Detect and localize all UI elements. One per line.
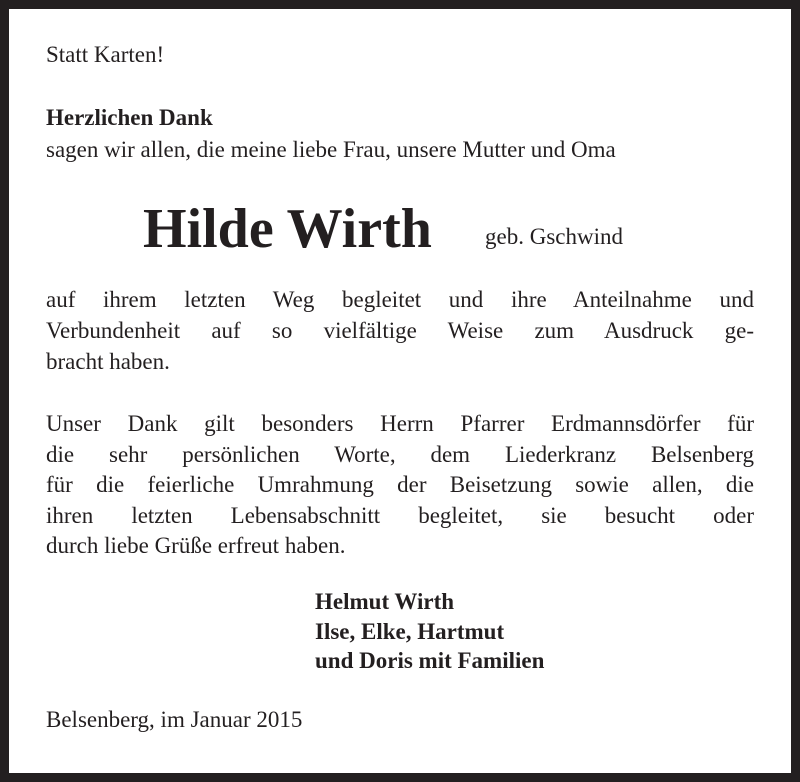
paragraph2-line: die sehr persönlichen Worte, dem Liederkranz Belsenberg bbox=[46, 442, 754, 467]
paragraph2-line: für die feierliche Umrahmung der Beisetzung sowie allen, die bbox=[46, 472, 754, 497]
place-date: Belsenberg, im Januar 2015 bbox=[46, 707, 303, 732]
signature-line: und Doris mit Familien bbox=[315, 648, 545, 673]
paragraph1-line: Verbundenheit auf so vielfältige Weise zum Ausdruck ge- bbox=[46, 318, 754, 343]
signature-line: Helmut Wirth bbox=[315, 589, 455, 614]
intro-text: sagen wir allen, die meine liebe Frau, unsere Mutter und Oma bbox=[46, 137, 616, 162]
paragraph2-line: ihren letzten Lebensabschnitt begleitet, sie besucht oder bbox=[46, 503, 754, 528]
birth-name: geb. Gschwind bbox=[485, 224, 623, 249]
signature-line: Ilse, Elke, Hartmut bbox=[315, 619, 505, 644]
paragraph2-line: durch liebe Grüße erfreut haben. bbox=[46, 533, 346, 558]
paragraph2-line: Unser Dank gilt besonders Herrn Pfarrer Erdmannsdörfer für bbox=[46, 411, 754, 436]
paragraph1-line: auf ihrem letzten Weg begleitet und ihre Anteilnahme und bbox=[46, 287, 754, 312]
obituary-notice bbox=[9, 9, 791, 773]
thanks-title: Herzlichen Dank bbox=[46, 105, 213, 130]
paragraph1-line: bracht haben. bbox=[46, 349, 170, 374]
deceased-name: Hilde Wirth bbox=[143, 198, 432, 260]
heading: Statt Karten! bbox=[46, 42, 165, 67]
